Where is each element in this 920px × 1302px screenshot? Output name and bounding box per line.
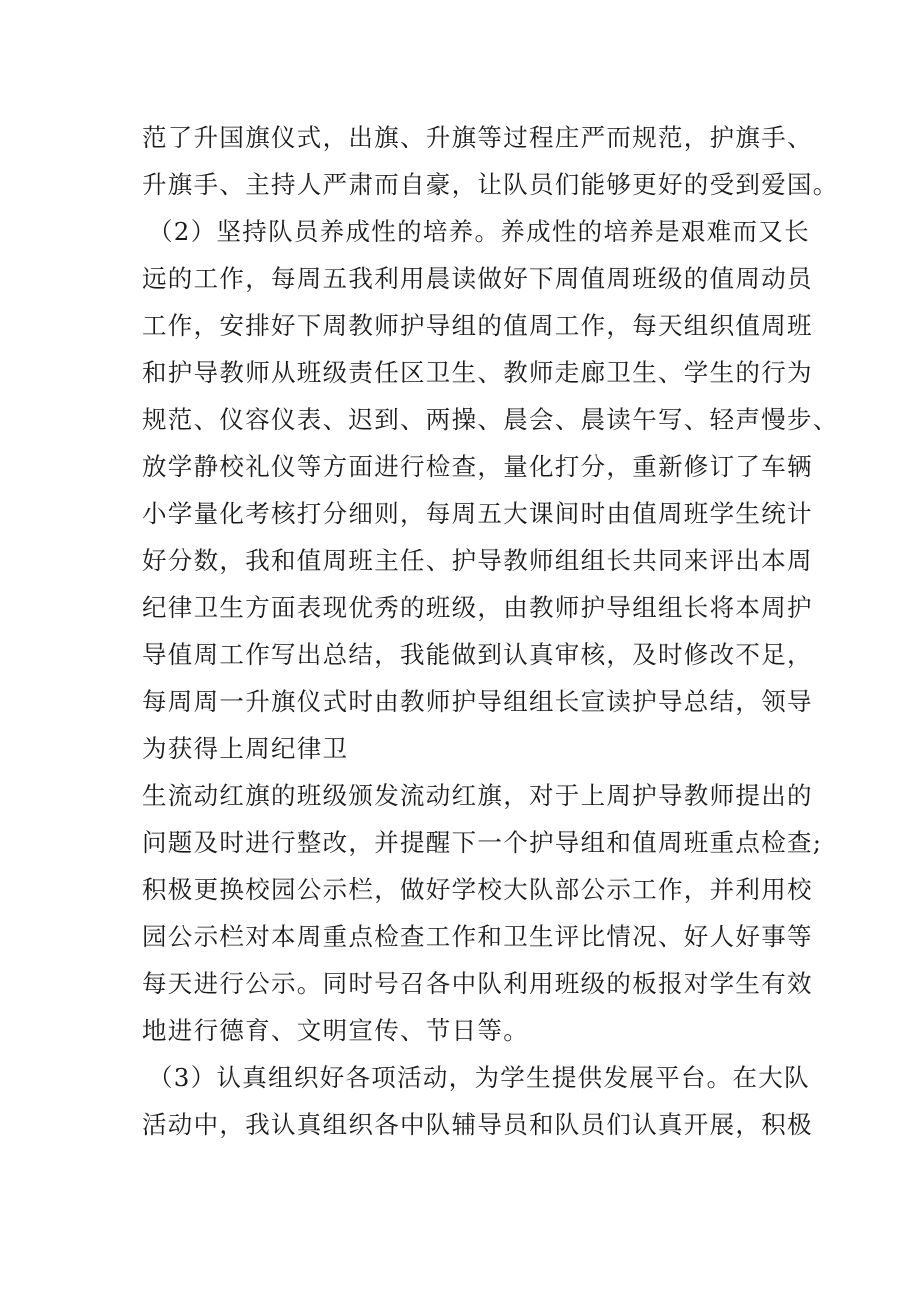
text-line: 工作，安排好下周教师护导组的值周工作，每天组织值周班 (142, 311, 813, 340)
text-line: （2）坚持队员养成性的培养。养成性的培养是艰难而又长 (148, 217, 810, 246)
text-line: 导值周工作写出总结，我能做到认真审核，及时修改不足， (142, 640, 813, 669)
text-line: 为获得上周纪律卫 (142, 734, 349, 763)
text-line: 小学量化考核打分细则，每周五大课间时由值周班学生统计 (142, 499, 813, 528)
text-line: 好分数，我和值周班主任、护导教师组组长共同来评出本周 (142, 546, 813, 575)
text-line: 升旗手、主持人严肃而自豪，让队员们能够更好的受到爱国。 (142, 170, 839, 199)
text-line: 地进行德育、文明宣传、节日等。 (142, 1016, 529, 1045)
text-line: 规范、仪容仪表、迟到、两操、晨会、晨读午写、轻声慢步、 (142, 405, 839, 434)
text-line: 生流动红旗的班级颁发流动红旗，对于上周护导教师提出的 (142, 781, 813, 810)
text-line: 范了升国旗仪式，出旗、升旗等过程庄严而规范，护旗手、 (142, 123, 813, 152)
text-line: 和护导教师从班级责任区卫生、教师走廊卫生、学生的行为 (142, 358, 813, 387)
text-line: 园公示栏对本周重点检查工作和卫生评比情况、好人好事等 (142, 922, 813, 951)
text-line: 远的工作，每周五我利用晨读做好下周值周班级的值周动员 (142, 264, 813, 293)
text-line: 问题及时进行整改，并提醒下一个护导组和值周班重点检查; (142, 828, 823, 857)
text-line: 纪律卫生方面表现优秀的班级，由教师护导组组长将本周护 (142, 593, 813, 622)
text-line: 每周周一升旗仪式时由教师护导组组长宣读护导总结，领导 (142, 687, 813, 716)
text-line: 每天进行公示。同时号召各中队利用班级的板报对学生有效 (142, 969, 813, 998)
text-line: 积极更换校园公示栏，做好学校大队部公示工作，并利用校 (142, 875, 813, 904)
text-line: 放学静校礼仪等方面进行检查，量化打分，重新修订了车辆 (142, 452, 813, 481)
text-line: （3）认真组织好各项活动，为学生提供发展平台。在大队 (148, 1063, 810, 1092)
text-line: 活动中，我认真组织各中队辅导员和队员们认真开展，积极 (142, 1110, 813, 1139)
